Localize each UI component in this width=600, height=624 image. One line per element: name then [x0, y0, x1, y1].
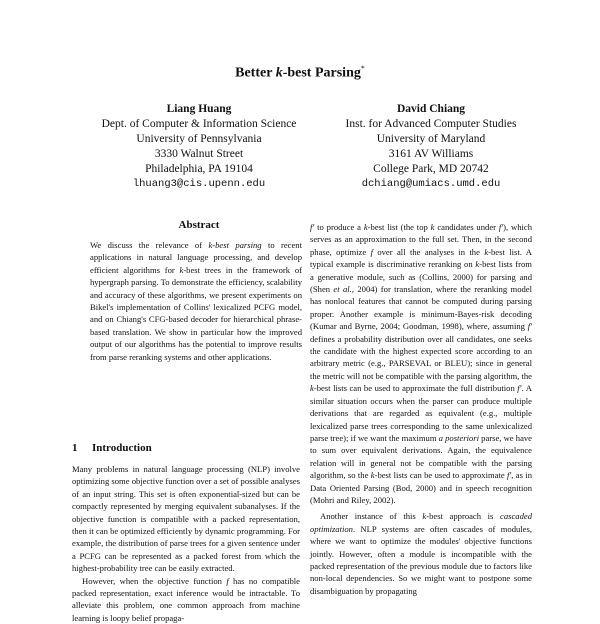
author-city: College Park, MD 20742	[373, 163, 489, 175]
intro-paragraph-1: Many problems in natural language processing (NLP) involve optimizing some objective function over a set of possible analyses of an input string. This set is often exponential-sized but can be compactly represented by merging equivalent subanalyses. If the objective function is compatible with a packed representation, then it can be optimized efficiently by dynamic programming. For example, the distribution of parse trees for a given sentence under a PCFG can be represented as a packed forest from which the highest-probability tree can be easily extracted.	[72, 464, 300, 574]
author-block-chiang	[316, 102, 546, 192]
author-email[interactable]: lhuang3@cis.upenn.edu	[132, 178, 266, 190]
title-footnote-mark: *	[360, 64, 365, 73]
section-number: 1	[72, 442, 78, 454]
author-street: 3161 AV Williams	[388, 148, 474, 160]
author-email[interactable]: dchiang@umiacs.umd.edu	[361, 178, 501, 190]
abstract-body	[90, 239, 302, 363]
author-city: Philadelphia, PA 19104	[145, 163, 253, 175]
section-title: Introduction	[92, 442, 152, 454]
author-street: 3330 Walnut Street	[154, 148, 244, 160]
author-university: University of Maryland	[376, 133, 486, 145]
author-name: David Chiang	[396, 103, 466, 115]
abstract-heading: Abstract	[178, 219, 220, 231]
abstract-paragraph: We discuss the relevance of k-best parsing to recent applications in natural language processing, and develop efficient algorithms for k-best trees in the framework of hypergraph parsing. To demonstrate the efficiency, scalability and accuracy of these algorithms, we present experiments on Bikel's implementation of Collins' lexicalized PCFG model, and on Chiang's CFG-based decoder for hierarchical phrase-based translation. We show in particular how the improved output of our algorithms has the potential to improve results from parse reranking systems and other applications.	[90, 240, 302, 362]
author-university: University of Pennsylvania	[136, 133, 262, 145]
right-paragraph-1: f′ to produce a k-best list (the top k candidates under f′), which serves as an approximation to the full set. Then, in the second phase, optimize f over all the analyses in the k-best list. A typical example is discriminative reranking on k-best lists from a generative module, such as (Collins, 2000) for parsing and (Shen et al., 2004) for translation, where the reranking model has nonlocal features that cannot be computed during parsing proper. Another example is minimum-Bayes-risk decoding (Kumar and Byrne, 2004; Goodman, 1998), where, assuming f′ defines a probability distribution over all candidates, one seeks the candidate with the highest expected score according to an arbitrary metric (e.g., PARSEVAL or BLEU); since in general the metric will not be compatible with the parsing algorithm, the k-best lists can be used to approximate the full distribution f′. A similar situation occurs when the parser can produce multiple derivations that are regarded as equivalent (e.g., multiple lexicalized parse trees corresponding to the same unlexicalized parse tree); if we want the maximum a posteriori parse, we have to sum over equivalent derivations. Again, the equivalence relation will in general not be compatible with the parsing algorithm, so the k-best lists can be used to approximate f′, as in Data Oriented Parsing (Bod, 2000) and in speech recognition (Mohri and Riley, 2002).	[310, 222, 533, 505]
author-department: Inst. for Advanced Computer Studies	[345, 118, 517, 130]
author-name: Liang Huang	[166, 103, 232, 115]
intro-paragraph-2: However, when the objective function f has no compatible packed representation, exact inference would be intractable. To alleviate this problem, one common approach from machine learning is loopy belief propaga-	[72, 575, 300, 623]
right-paragraph-2: Another instance of this k-best approach is cascaded optimization. NLP systems are often cascades of modules, where we want to optimize the modules' objective functions jointly. However, often a module is incompatible with the packed representation of the previous module due to factors like non-local dependencies. So we might want to postpone some disambiguation by propagating	[310, 511, 532, 596]
right-column-body	[310, 221, 532, 597]
author-department: Dept. of Computer & Information Science	[101, 118, 297, 130]
author-block-huang	[84, 102, 314, 192]
paper-title: Better k-best Parsing*	[235, 64, 365, 81]
section-heading-introduction	[72, 442, 152, 454]
